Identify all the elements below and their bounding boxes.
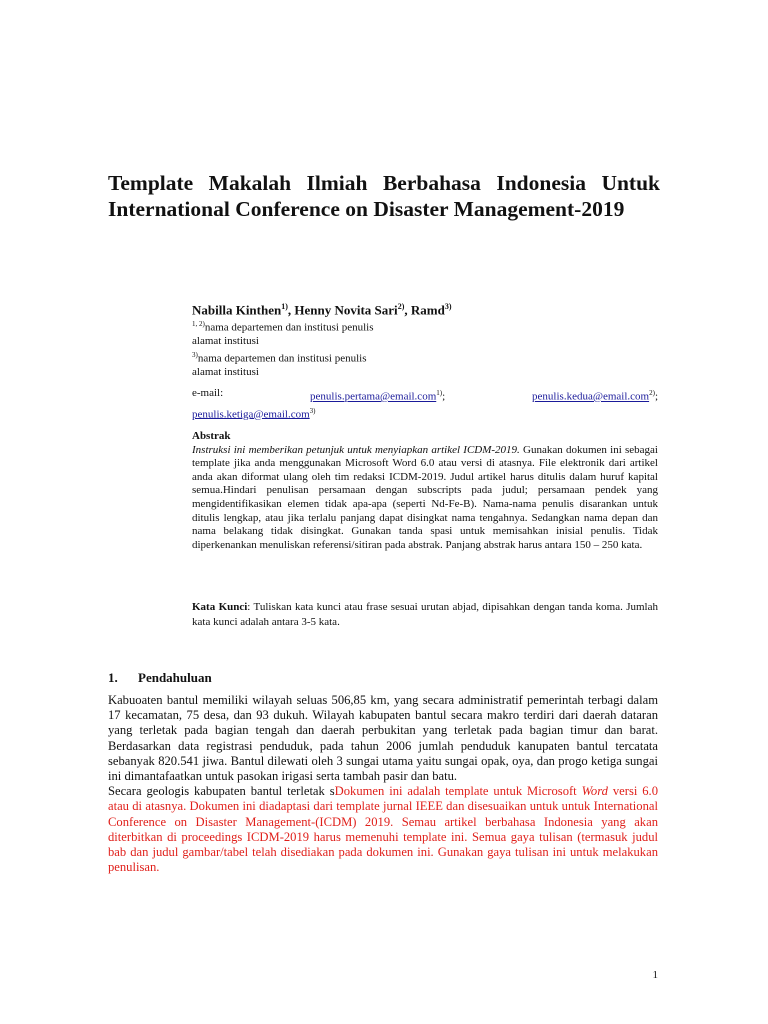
email-line	[192, 386, 658, 404]
author-superscript: 2)	[397, 302, 405, 311]
affiliation-dept-text: nama departemen dan institusi penulis	[204, 321, 374, 334]
email-link-2[interactable]: penulis.kedua@email.com	[532, 390, 650, 403]
affiliation-dept	[192, 349, 658, 366]
email-separator: ;	[442, 390, 446, 403]
abstract-body: Gunakan dokumen ini sebagai template jika anda menggunakan Microsoft Word 6.0 atau versi di atasnya. File elektronik dari artikel anda akan diformat ulang oleh tim redaksi ICDM-2019. Judul artikel harus ditulis dalam huruf kapital semua.Hindari penulisan persamaan dengan subscripts pada judul; persamaan pendek yang mengidentifikasikan elemen tidak apa-apa (seperti Nd-Fe-B). Nama-nama penulis disarankan untuk ditulis lengkap, atau jika terlalu panjang dapat disingkat nama tengahnya. Sedangkan nama depan dan nama belakang tidak disingkat. Gunakan tanda spasi untuk memisahkan inisial penulis. Tidak diperkenankan menuliskan referensi/sitiran pada abstrak. Panjang abstrak harus antara 150 – 250 kata.	[192, 443, 658, 551]
email-entry	[310, 386, 445, 404]
author-list	[192, 298, 658, 318]
abstract-italic-lead: Instruksi ini memberikan petunjuk untuk menyiapkan artikel ICDM-2019.	[192, 443, 520, 456]
email-block	[192, 386, 658, 421]
page-number: 1	[652, 969, 658, 981]
author-separator: ,	[404, 302, 411, 318]
author-name: Nabilla Kinthen	[192, 302, 282, 318]
red-text-part: Dokumen ini adalah template untuk Microsoft	[334, 784, 582, 799]
affiliation-superscript: 3)	[192, 350, 198, 359]
affiliation-superscript: 1, 2)	[192, 320, 205, 329]
author-separator: ,	[287, 302, 295, 318]
paragraph	[108, 784, 658, 875]
paragraph-black-text: Secara geologis kabupaten bantul terletak s	[108, 784, 335, 799]
keywords-text: : Tuliskan kata kunci atau frase sesuai urutan abjad, dipisahkan dengan tanda koma. Jumlah kata kunci adalah antara 3-5 kata.	[192, 601, 658, 628]
section-number: 1.	[108, 670, 118, 685]
author-block	[192, 298, 658, 380]
paragraph: Kabuoaten bantul memiliki wilayah seluas 506,85 km, yang secara administratif pemerintah terbagi dalam 17 kecamatan, 75 desa, dan 93 dukuh. Wilayah kabupaten bantul secara makro terdiri dari daerah dataran yang terletak pada bagian tengah dan daerah perbukitan yang terletak pada bagian timur dan barat. Berdasarkan data registrasi penduduk, pada tahun 2006 jumlah penduduk kanupaten bantul tercatata sebanyak 820.541 jiwa. Bantul dilewati oleh 3 sungai utama yaitu sungai opak, oya, dan progo ketiga sungai ini dimantafaatkan untuk pasokan irigasi serta tambah pasir dan batu.	[108, 693, 658, 784]
affiliation-dept	[192, 318, 658, 335]
email-superscript: 1)	[436, 389, 443, 397]
keywords-label: Kata Kunci	[192, 601, 248, 613]
affiliation-address: alamat institusi	[192, 335, 259, 348]
paper-title: Template Makalah Ilmiah Berbahasa Indonesia Untuk International Conference on Disaster Management-2019	[108, 171, 660, 221]
email-link-3[interactable]: penulis.ketiga@email.com	[192, 408, 310, 421]
section-title-text: Pendahuluan	[138, 670, 212, 685]
section-heading	[108, 670, 212, 686]
email-separator: ;	[654, 390, 658, 403]
email-label: e-mail:	[192, 387, 224, 399]
email-superscript: 3)	[309, 406, 316, 415]
red-text-part: versi 6.0 atau di atasnya. Dokumen ini diadaptasi dari template jurnal IEEE dan disesuaikan untuk untuk International Conference on Disaster Management-(ICDM) 2019. Semau artikel berbahasa Indonesia yang akan diterbitkan di proceedings ICDM-2019 harus memenuhi template ini. Semua gaya tulisan (termasuk judul bab dan judul gambar/tabel telah disediakan pada dokumen ini. Gunakan gaya tulisan ini untuk melakukan penulisan.	[108, 784, 658, 875]
red-italic-word: Word	[581, 784, 608, 799]
author-name: Ramd	[410, 302, 445, 318]
abstract-heading: Abstrak	[192, 430, 231, 442]
section-body	[108, 693, 658, 875]
author-superscript: 3)	[444, 302, 452, 311]
email-link-1[interactable]: penulis.pertama@email.com	[310, 390, 437, 403]
email-entry	[532, 386, 658, 404]
email-line	[192, 404, 658, 422]
email-superscript: 2)	[649, 389, 655, 397]
author-name: Henny Novita Sari	[294, 302, 398, 318]
abstract-section	[192, 430, 658, 552]
affiliation-dept-text: nama departemen dan institusi penulis	[197, 352, 367, 365]
author-superscript: 1)	[281, 302, 288, 311]
affiliation-address: alamat institusi	[192, 366, 259, 379]
keywords-section	[192, 600, 658, 629]
